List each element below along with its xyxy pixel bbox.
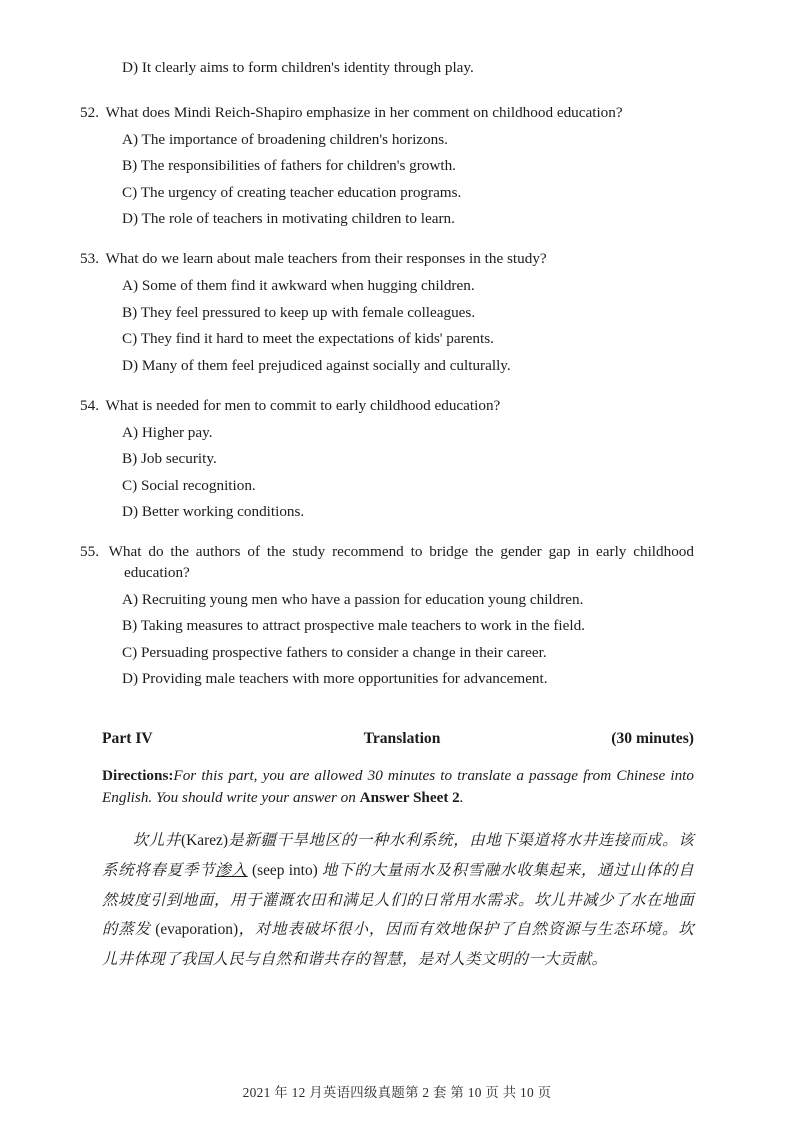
directions-paragraph <box>102 765 694 808</box>
question-55-option-c[interactable]: C) Persuading prospective fathers to consider a change in their career. <box>122 643 547 661</box>
question-54 <box>80 396 694 523</box>
part-iv-title: Translation <box>363 730 441 748</box>
passage-term-karez: (Karez) <box>181 832 228 850</box>
question-53-option-c[interactable]: C) They find it hard to meet the expectations of kids' parents. <box>122 330 494 348</box>
part-iv-time-allowance: (30 minutes) <box>611 730 694 748</box>
question-54-stem: 54. What is needed for men to commit to early childhood education? <box>80 396 501 414</box>
directions-label: Directions: <box>102 767 174 785</box>
question-54-text: What is needed for men to commit to early childhood education? <box>105 396 501 414</box>
question-52 <box>80 103 694 230</box>
answer-sheet-reference: Answer Sheet 2 <box>359 788 460 806</box>
question-55 <box>80 542 694 690</box>
passage-segment-3: 地下的大量雨水及积雪融水收集起来，通过山体的自然坡度引到地面，用于灌溉农田和满足人们的日常用水需求。坎儿井减少了水在地面的蒸发 <box>102 862 694 939</box>
question-53 <box>80 249 694 376</box>
question-52-option-c[interactable]: C) The urgency of creating teacher education programs. <box>122 183 462 201</box>
passage-gloss-evaporation: (evaporation) <box>150 921 239 939</box>
passage-segment-2: 是新疆干旱地区的一种水利系统，由地下渠道将水井连接而成。该系统将春夏季节 <box>102 832 694 880</box>
passage-segment-1: 坎儿井 <box>132 832 182 850</box>
question-55-option-d[interactable]: D) Providing male teachers with more opportunities for advancement. <box>122 670 548 688</box>
question-55-text: What do the authors of the study recommend to bridge the gender gap in early childhood education? <box>108 543 694 581</box>
directions-body: For this part, you are allowed 30 minutes to translate a passage from Chinese into English. You should write your answer on <box>102 767 694 806</box>
directions-period: . <box>459 788 464 806</box>
question-54-option-b[interactable]: B) Job security. <box>122 450 217 468</box>
question-55-stem: 55. What do the authors of the study recommend to bridge the gender gap in early childhood education? <box>80 543 694 581</box>
option-carryover: D) It clearly aims to form children's identity through play. <box>122 59 474 76</box>
question-55-option-b[interactable]: B) Taking measures to attract prospective male teachers to work in the field. <box>122 617 585 635</box>
question-55-option-a[interactable]: A) Recruiting young men who have a passion for education young children. <box>122 590 584 608</box>
question-54-option-c[interactable]: C) Social recognition. <box>122 476 256 494</box>
question-53-option-d[interactable]: D) Many of them feel prejudiced against socially and culturally. <box>122 356 511 374</box>
question-52-option-d[interactable]: D) The role of teachers in motivating children to learn. <box>122 210 455 228</box>
page-content <box>80 58 695 974</box>
part-iv-label: Part IV <box>102 730 153 748</box>
part-iv-header <box>102 730 694 748</box>
question-52-option-b[interactable]: B) The responsibilities of fathers for children's growth. <box>122 157 456 175</box>
question-53-text: What do we learn about male teachers from their responses in the study? <box>105 250 547 268</box>
question-52-option-a[interactable]: A) The importance of broadening children's horizons. <box>122 130 448 148</box>
question-52-text: What does Mindi Reich-Shapiro emphasize in her comment on childhood education? <box>105 103 623 121</box>
question-53-stem: 53. What do we learn about male teachers from their responses in the study? <box>80 250 547 268</box>
passage-underlined-term: 渗入 <box>215 862 248 880</box>
passage-segment-4: ，对地表破坏很小，因而有效地保护了自然资源与生态环境。坎儿井体现了我国人民与自然和谐共存的智慧，是对人类文明的一大贡献。 <box>102 921 695 968</box>
page-footer: 2021 年 12 月英语四级真题第 2 套 第 10 页 共 10 页 <box>242 1085 552 1100</box>
question-54-option-d[interactable]: D) Better working conditions. <box>122 503 305 521</box>
question-54-option-a[interactable]: A) Higher pay. <box>122 423 213 441</box>
passage-gloss-seep-into: (seep into) <box>247 862 323 880</box>
question-53-option-b[interactable]: B) They feel pressured to keep up with female colleagues. <box>122 303 476 321</box>
question-52-stem: 52. What does Mindi Reich-Shapiro emphasize in her comment on childhood education? <box>80 103 623 121</box>
translation-passage <box>102 826 694 974</box>
question-53-option-a[interactable]: A) Some of them find it awkward when hugging children. <box>122 277 475 295</box>
